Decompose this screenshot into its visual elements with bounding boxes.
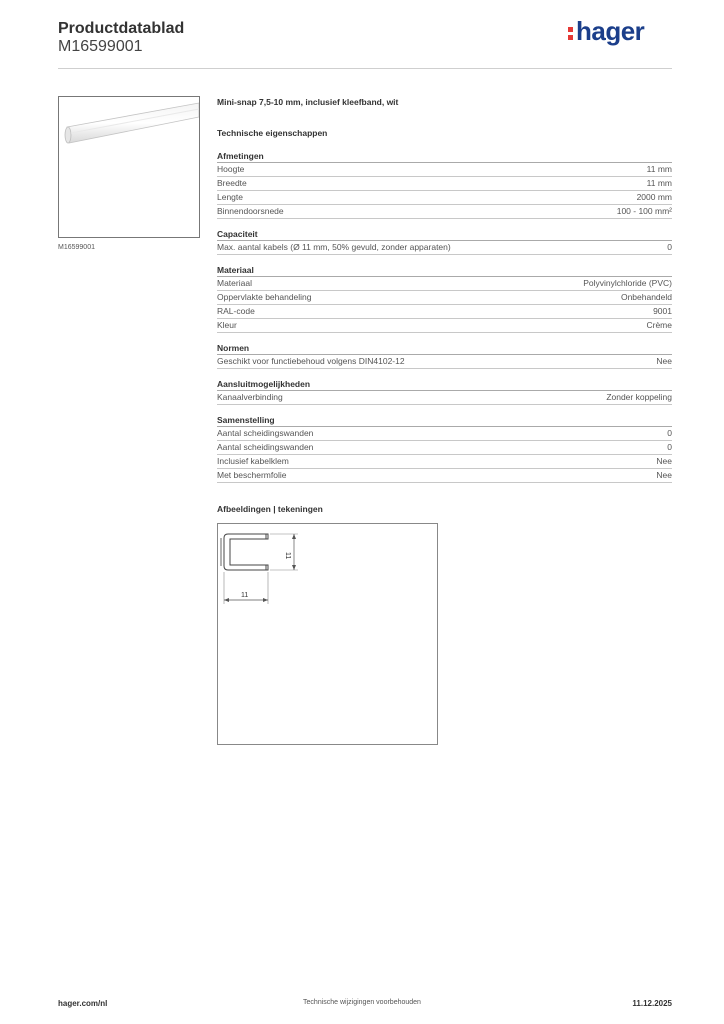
brand-name: hager (576, 16, 645, 46)
section-title: Normen (217, 342, 672, 355)
spec-label: Materiaal (217, 278, 252, 288)
spec-content (217, 96, 672, 745)
image-caption: M16599001 (58, 244, 95, 251)
product-image (58, 96, 200, 238)
spec-row (217, 391, 672, 405)
cable-duct-photo (59, 97, 199, 237)
spec-row (217, 441, 672, 455)
spec-label: Aantal scheidingswanden (217, 428, 314, 438)
spec-value: 9001 (653, 306, 672, 316)
footer-notice: Technische wijzigingen voorbehouden (303, 999, 421, 1006)
brand-logo (568, 16, 644, 47)
spec-row (217, 427, 672, 441)
spec-value: Nee (656, 470, 672, 480)
section-title: Afmetingen (217, 150, 672, 163)
spec-label: Inclusief kabelklem (217, 456, 289, 466)
spec-label: Hoogte (217, 164, 245, 174)
spec-value: Onbehandeld (620, 292, 672, 302)
spec-label: Lengte (217, 192, 243, 202)
spec-label: Max. aantal kabels (Ø 11 mm, 50% gevuld, zonder apparaten) (217, 242, 451, 252)
spec-label: Kanaalverbinding (217, 392, 283, 402)
spec-sections (217, 150, 672, 483)
spec-value: Nee (656, 456, 672, 466)
technical-drawing (217, 523, 438, 745)
spec-value: Zonder koppeling (606, 392, 672, 402)
logo-mark (568, 25, 573, 41)
width-dimension-label: 11 (241, 592, 249, 599)
spec-section (217, 342, 672, 369)
header-divider (58, 68, 672, 69)
doc-title: Productdatablad (58, 20, 185, 37)
spec-section (217, 378, 672, 405)
profile-drawing (218, 524, 437, 744)
spec-section (217, 228, 672, 255)
section-title: Capaciteit (217, 228, 672, 241)
spec-row (217, 305, 672, 319)
spec-label: Met beschermfolie (217, 470, 287, 480)
spec-row (217, 469, 672, 483)
spec-value: 0 (667, 428, 672, 438)
doc-product-code: M16599001 (58, 38, 143, 55)
images-title: Afbeeldingen | tekeningen (217, 504, 323, 514)
section-title: Samenstelling (217, 414, 672, 427)
section-title: Materiaal (217, 264, 672, 277)
spec-label: Breedte (217, 178, 247, 188)
spec-heading: Technische eigenschappen (217, 128, 328, 138)
spec-label: Kleur (217, 320, 237, 330)
spec-label: RAL-code (217, 306, 255, 316)
section-title: Aansluitmogelijkheden (217, 378, 672, 391)
footer-date: 11.12.2025 (632, 999, 672, 1008)
spec-row (217, 291, 672, 305)
spec-row (217, 177, 672, 191)
spec-label: Oppervlakte behandeling (217, 292, 312, 302)
spec-row (217, 205, 672, 219)
spec-section (217, 414, 672, 483)
spec-label: Aantal scheidingswanden (217, 442, 314, 452)
spec-section (217, 150, 672, 219)
height-dimension-label: 11 (284, 552, 291, 560)
spec-value: Polyvinylchloride (PVC) (583, 278, 672, 288)
spec-value: Nee (656, 356, 672, 366)
spec-label: Binnendoorsnede (217, 206, 284, 216)
spec-row (217, 163, 672, 177)
spec-row (217, 277, 672, 291)
spec-row (217, 319, 672, 333)
spec-section (217, 264, 672, 333)
spec-value: 100 - 100 mm² (616, 206, 672, 216)
spec-value: Crème (646, 320, 672, 330)
spec-value: 0 (667, 442, 672, 452)
footer-website[interactable]: hager.com/nl (58, 999, 108, 1008)
spec-label: Geschikt voor functiebehoud volgens DIN4102-12 (217, 356, 405, 366)
spec-row (217, 191, 672, 205)
spec-value: 0 (667, 242, 672, 252)
spec-value: 2000 mm (636, 192, 672, 202)
spec-row (217, 355, 672, 369)
product-description: Mini-snap 7,5-10 mm, inclusief kleefband, wit (217, 97, 399, 107)
spec-value: 11 mm (646, 164, 672, 174)
spec-row (217, 455, 672, 469)
spec-value: 11 mm (646, 178, 672, 188)
spec-row (217, 241, 672, 255)
